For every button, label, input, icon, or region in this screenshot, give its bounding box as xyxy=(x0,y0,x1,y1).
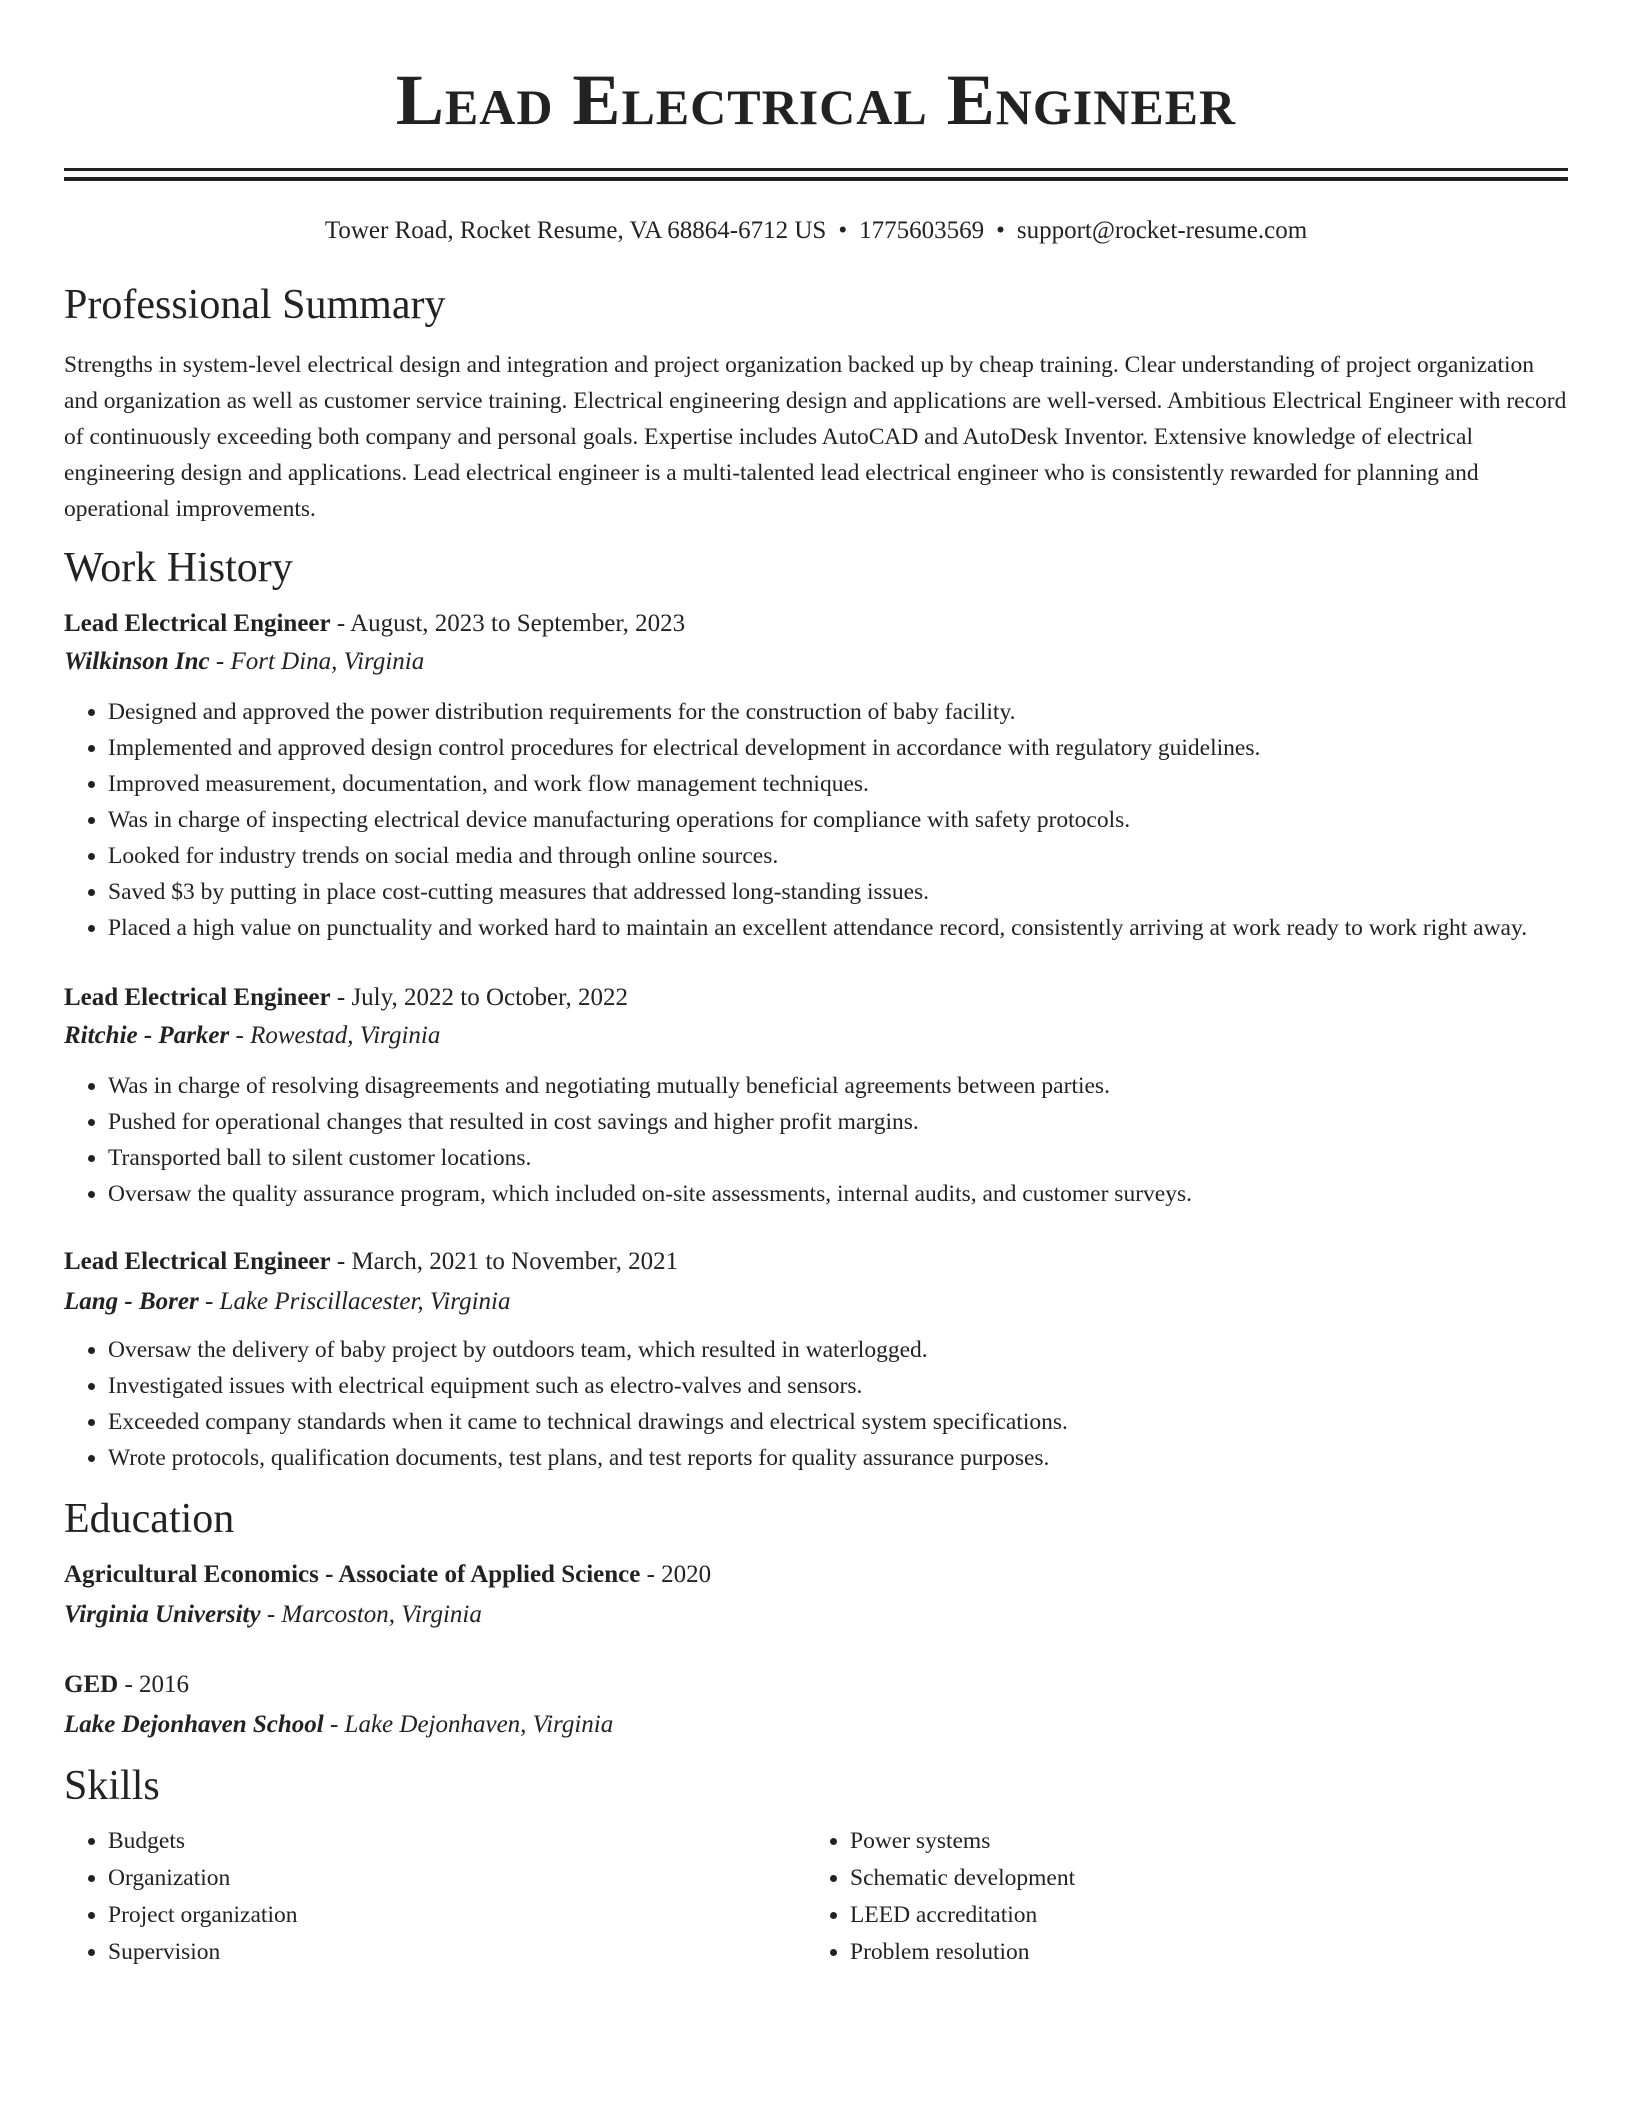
list-item: • Improved measurement, documentation, and work flow management techniques. xyxy=(108,766,1568,802)
list-item: • Saved $3 by putting in place cost-cutting measures that addressed long-standing issues. xyxy=(108,874,1568,910)
contact-line xyxy=(64,215,1568,247)
education-degree: GED xyxy=(64,1671,119,1698)
job-bullets xyxy=(64,694,1568,946)
contact-phone: 1775603569 xyxy=(859,217,985,244)
skills-column-right xyxy=(806,1823,1548,1971)
list-item: • Implemented and approved design control procedures for electrical development in accordance with regulatory guidelines. xyxy=(108,730,1568,766)
list-item: • Was in charge of inspecting electrical device manufacturing operations for compliance with safety protocols. xyxy=(108,802,1568,838)
education-header xyxy=(64,1667,1568,1703)
job-location: - Lake Priscillacester, Virginia xyxy=(198,1288,511,1315)
list-item: • Oversaw the delivery of baby project by outdoors team, which resulted in waterlogged. xyxy=(108,1332,1568,1368)
summary-text: Strengths in system-level electrical design and integration and project organization backed up by cheap training. Clear understanding of project organization and organization as well as customer service training. Electrical engineering design and applications are well-versed. Ambitious Electrical Engineer with record of continuously exceeding both company and personal goals. Expertise includes AutoCAD and AutoDesk Inventor. Extensive knowledge of electrical engineering design and applications. Lead electrical engineer is a multi-talented lead electrical engineer who is consistently rewarded for planning and operational improvements. xyxy=(64,352,1567,522)
skill-item: • Problem resolution xyxy=(850,1934,1548,1971)
education-entry xyxy=(64,1667,1568,1743)
job-header xyxy=(64,1244,1568,1280)
list-item: • Looked for industry trends on social media and through online sources. xyxy=(108,838,1568,874)
job-dates: - July, 2022 to October, 2022 xyxy=(330,984,628,1011)
education-heading: Education xyxy=(64,1496,235,1542)
skill-item: • Organization xyxy=(108,1860,806,1897)
skills-heading: Skills xyxy=(64,1763,160,1809)
skill-item: • Project organization xyxy=(108,1897,806,1934)
job-location: - Rowestad, Virginia xyxy=(229,1022,441,1049)
list-item: • Pushed for operational changes that resulted in cost savings and higher profit margins. xyxy=(108,1104,1568,1140)
education-degree: Agricultural Economics - Associate of Applied Science xyxy=(64,1561,641,1588)
education-school-line xyxy=(64,1707,1568,1743)
education-entry xyxy=(64,1557,1568,1633)
education-location: - Marcoston, Virginia xyxy=(260,1601,482,1628)
skill-item: • LEED accreditation xyxy=(850,1897,1548,1934)
job-title: Lead Electrical Engineer xyxy=(64,984,331,1011)
list-item: • Wrote protocols, qualification documents, test plans, and test reports for quality assurance purposes. xyxy=(108,1440,1568,1476)
list-item: • Oversaw the quality assurance program, which included on-site assessments, internal audits, and customer surveys. xyxy=(108,1176,1568,1212)
skill-item: • Budgets xyxy=(108,1823,806,1860)
job-dates: - March, 2021 to November, 2021 xyxy=(330,1248,679,1275)
job-entry xyxy=(64,1244,1568,1476)
job-company: Lang - Borer xyxy=(64,1288,199,1315)
list-item: • Exceeded company standards when it came to technical drawings and electrical system specifications. xyxy=(108,1404,1568,1440)
contact-separator: • xyxy=(838,217,848,244)
list-item: • Placed a high value on punctuality and worked hard to maintain an excellent attendance record, consistently arriving at work ready to work right away. xyxy=(108,910,1568,946)
education-school: Lake Dejonhaven School xyxy=(64,1711,324,1738)
skill-item: • Schematic development xyxy=(850,1860,1548,1897)
job-company: Ritchie - Parker xyxy=(64,1022,230,1049)
job-entry xyxy=(64,980,1568,1212)
skill-item: • Power systems xyxy=(850,1823,1548,1860)
education-school: Virginia University xyxy=(64,1601,261,1628)
contact-address: Tower Road, Rocket Resume, VA 68864-6712 US xyxy=(324,217,827,244)
job-title: Lead Electrical Engineer xyxy=(64,610,331,637)
summary-heading: Professional Summary xyxy=(64,282,446,328)
skills-column-left xyxy=(64,1823,806,1971)
education-school-line xyxy=(64,1597,1568,1633)
contact-separator: • xyxy=(996,217,1005,244)
job-bullets xyxy=(64,1332,1568,1476)
skills-list xyxy=(64,1823,1568,1971)
job-location: - Fort Dina, Virginia xyxy=(209,648,425,675)
education-location: - Lake Dejonhaven, Virginia xyxy=(323,1711,614,1738)
title-divider-thin xyxy=(64,168,1568,171)
list-item: • Was in charge of resolving disagreements and negotiating mutually beneficial agreements between parties. xyxy=(108,1068,1568,1104)
resume-title: Lead Electrical Engineer xyxy=(395,60,1237,140)
list-item: • Investigated issues with electrical equipment such as electro-valves and sensors. xyxy=(108,1368,1568,1404)
job-employer xyxy=(64,1284,1568,1320)
education-year: - 2016 xyxy=(118,1671,190,1698)
job-bullets xyxy=(64,1068,1568,1212)
job-entry xyxy=(64,606,1568,946)
job-title: Lead Electrical Engineer xyxy=(64,1248,331,1275)
work-history-heading: Work History xyxy=(64,545,293,591)
education-year: - 2020 xyxy=(640,1561,712,1588)
title-divider-thick xyxy=(64,177,1568,181)
skill-item: • Supervision xyxy=(108,1934,806,1971)
job-company: Wilkinson Inc xyxy=(64,648,210,675)
education-header xyxy=(64,1557,1568,1593)
list-item: • Transported ball to silent customer locations. xyxy=(108,1140,1568,1176)
job-employer xyxy=(64,644,1568,680)
job-header xyxy=(64,606,1568,642)
job-dates: - August, 2023 to September, 2023 xyxy=(330,610,686,637)
job-header xyxy=(64,980,1568,1016)
list-item: • Designed and approved the power distribution requirements for the construction of baby facility. xyxy=(108,694,1568,730)
job-employer xyxy=(64,1018,1568,1054)
contact-email[interactable]: support@rocket-resume.com xyxy=(1016,217,1308,244)
